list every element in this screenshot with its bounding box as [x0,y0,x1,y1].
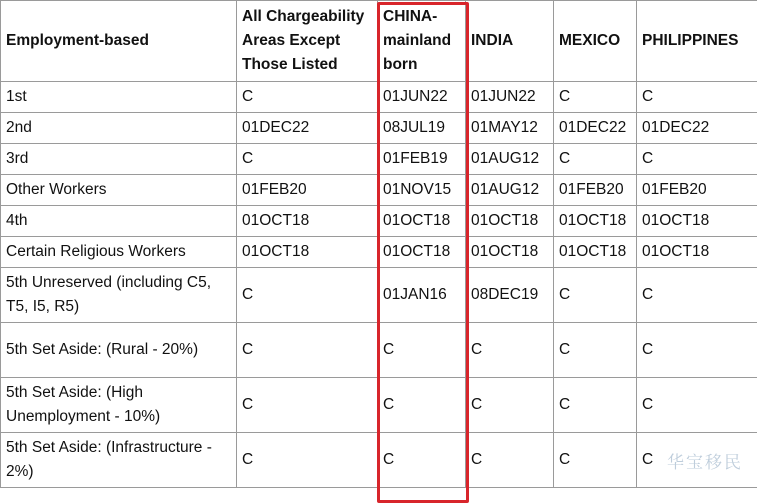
cell-china: C [378,323,466,378]
cell-category: 5th Set Aside: (Infrastructure - 2%) [1,433,237,488]
cell-all-chargeability: 01OCT18 [237,237,378,268]
cell-category: 5th Set Aside: (High Unemployment - 10%) [1,378,237,433]
table-row [1,144,757,175]
cell-all-chargeability: C [237,268,378,323]
header-employment-based: Employment-based [1,1,237,82]
cell-philippines: C [637,268,757,323]
cell-china: 01JAN16 [378,268,466,323]
header-philippines: PHILIPPINES [637,1,757,82]
cell-mexico: C [554,433,637,488]
cell-mexico: 01FEB20 [554,175,637,206]
cell-india: C [466,323,554,378]
cell-china: 01JUN22 [378,82,466,113]
cell-category: 2nd [1,113,237,144]
cell-mexico: 01OCT18 [554,237,637,268]
cell-philippines: 01DEC22 [637,113,757,144]
cell-category: 3rd [1,144,237,175]
cell-category: 4th [1,206,237,237]
cell-india: 01JUN22 [466,82,554,113]
cell-india: 01OCT18 [466,237,554,268]
cell-philippines: C [637,82,757,113]
cell-india: C [466,433,554,488]
cell-all-chargeability: 01OCT18 [237,206,378,237]
cell-mexico: C [554,323,637,378]
table-row [1,82,757,113]
header-china: CHINA-mainland born [378,1,466,82]
cell-mexico: 01DEC22 [554,113,637,144]
cell-category: Certain Religious Workers [1,237,237,268]
cell-mexico: 01OCT18 [554,206,637,237]
cell-china: C [378,378,466,433]
cell-philippines: 01OCT18 [637,206,757,237]
cell-philippines: C [637,323,757,378]
table-row [1,268,757,323]
cell-all-chargeability: 01FEB20 [237,175,378,206]
cell-philippines: 01FEB20 [637,175,757,206]
table-row [1,175,757,206]
cell-category: 5th Set Aside: (Rural - 20%) [1,323,237,378]
header-all-chargeability: All Chargeability Areas Except Those Listed [237,1,378,82]
cell-china: 01NOV15 [378,175,466,206]
watermark-logo: 华宝移民 [667,448,743,473]
table-body [1,1,757,488]
cell-philippines: C [637,433,757,488]
cell-china: 01OCT18 [378,206,466,237]
cell-india: 01AUG12 [466,175,554,206]
table-row [1,433,757,488]
cell-china: 08JUL19 [378,113,466,144]
cell-mexico: C [554,82,637,113]
cell-india: 08DEC19 [466,268,554,323]
cell-china: C [378,433,466,488]
header-mexico: MEXICO [554,1,637,82]
table-row [1,378,757,433]
cell-mexico: C [554,144,637,175]
header-india: INDIA [466,1,554,82]
cell-india: 01MAY12 [466,113,554,144]
cell-india: 01OCT18 [466,206,554,237]
cell-philippines: 01OCT18 [637,237,757,268]
cell-mexico: C [554,378,637,433]
cell-category: 5th Unreserved (including C5, T5, I5, R5) [1,268,237,323]
cell-all-chargeability: 01DEC22 [237,113,378,144]
table-row [1,206,757,237]
table-row [1,237,757,268]
cell-philippines: C [637,144,757,175]
cell-china: 01OCT18 [378,237,466,268]
cell-all-chargeability: C [237,323,378,378]
cell-india: C [466,378,554,433]
cell-all-chargeability: C [237,82,378,113]
cell-china: 01FEB19 [378,144,466,175]
cell-all-chargeability: C [237,144,378,175]
cell-category: 1st [1,82,237,113]
cell-category: Other Workers [1,175,237,206]
cell-philippines: C [637,378,757,433]
cell-india: 01AUG12 [466,144,554,175]
cell-all-chargeability: C [237,378,378,433]
cell-mexico: C [554,268,637,323]
header-row [1,1,757,82]
table-row [1,323,757,378]
table-row [1,113,757,144]
cell-all-chargeability: C [237,433,378,488]
